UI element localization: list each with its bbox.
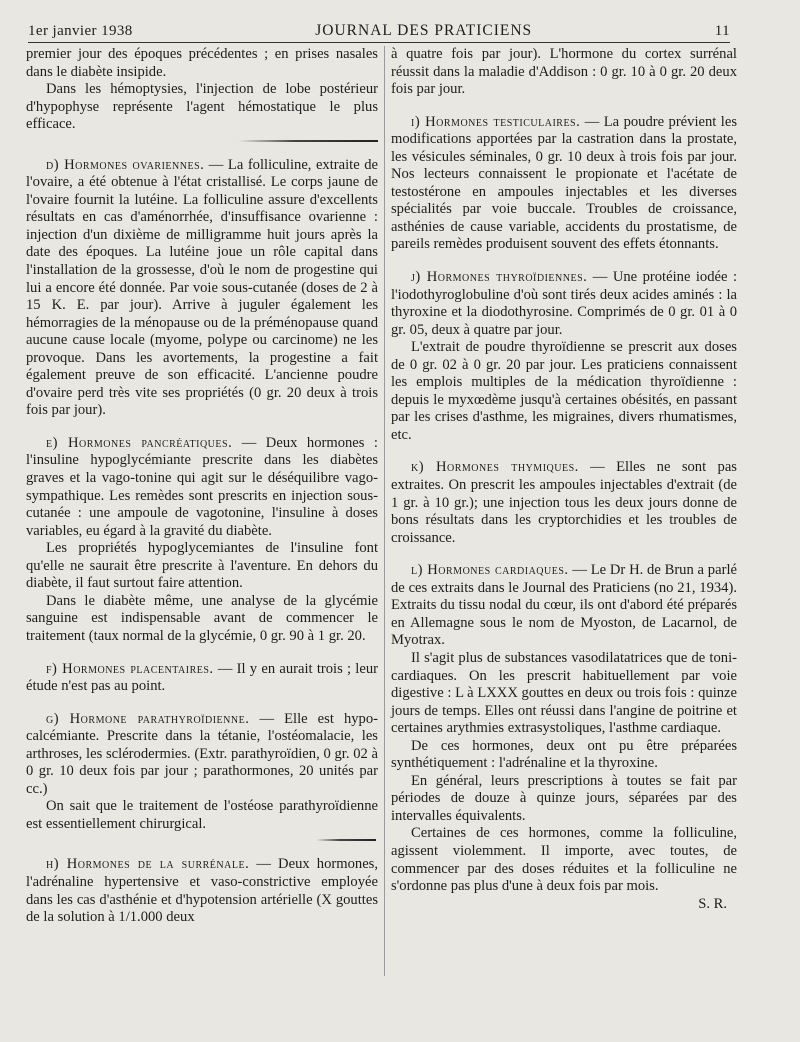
section-h-title: h) Hormones de la surrénale. [46, 856, 250, 873]
header-journal-title: JOURNAL DES PRATICIENS [315, 22, 533, 39]
section-e-paragraph-2: Les propriétés hypoglycemiantes de l'insuline font qu'elle ne saurait être prescrite à l'aventure. En dehors du diabète, il faut surtout faire attention. [26, 540, 378, 592]
header-date: 1er janvier 1938 [28, 23, 133, 39]
section-l-title: l) Hormones cardiaques. [411, 562, 569, 579]
section-i [391, 114, 737, 254]
section-l-paragraph-5: Certaines de ces hormones, comme la folliculine, agissent violemment. Il importe, avec toutes, de commencer par des doses réduites et la folliculine ne s'ordonne pas plus d'une à deux fois par mois. [391, 825, 737, 895]
section-e-paragraph-3: Dans le diabète même, une analyse de la glycémie sanguine est indispensable avant de commencer le traitement (taux normal de la glycémie, 0 gr. 90 à 1 gr. 20. [26, 592, 378, 644]
right-column [391, 46, 737, 913]
section-e-body: — Deux hormones : l'insuline hypoglycémiante prescrite dans les diabètes graves et la vago-tonine qui agit sur le déséquilibre vago-sympathique. Les remèdes sont prescrits en injection sous-cutanée : une ampoule de vagotonine, l'insuline à doses variables, eu égard à la gravité du diabète. [26, 434, 378, 539]
section-separator-short [316, 839, 376, 841]
section-g-paragraph-2: On sait que le traitement de l'ostéose parathyroïdienne est essentiellement chirurgical. [26, 798, 378, 832]
section-h [26, 856, 378, 926]
section-k [391, 459, 737, 547]
continuation-paragraph: à quatre fois par jour). L'hormone du cortex surrénal réussit dans la maladie d'Addison : 0 gr. 10 à 0 gr. 20 deux fois par jour. [391, 46, 737, 98]
intro-paragraph-1: premier jour des époques précédentes ; en prises nasales dans le diabète insipide. [26, 46, 378, 80]
author-signature: S. R. [698, 895, 727, 912]
section-j [391, 269, 737, 339]
section-j-paragraph-2: L'extrait de poudre thyroïdienne se prescrit aux doses de 0 gr. 02 à 0 gr. 20 par jour. Les praticiens connaissent les emplois multiples de la médication thyroïdienne : depuis le myxœdème jusqu'à certaines obésités, en passant par les crises d'asthme, les migraines, divers rhumatismes, etc. [391, 339, 737, 443]
section-d-body: — La folliculine, extraite de l'ovaire, a été obtenue à l'état cristallisé. Le corps jaune de l'ovaire fournit la lutéine. La folliculine assure d'excellents résultats en cas d'aménorrhée, d'insuffisance ovarienne : injection d'un dixième de milligramme huit jours après la date des époques. La lutéine joue un rôle capital dans l'installation de la grossesse, d'où le nom de progestine qui lui a encore été donnée. Par voie sous-cutanée (doses de 2 à 15 K. E. par jour). Arrive à juguler également les hémorragies de la ménopause ou de la préménopause quand aucune cause locale (myome, polype ou carcinome) ne les provoque. Dans les avortements, la progestine a fait également preuve de son efficacité. L'ancienne poudre d'ovaire perd très vite ses propriétés (0 gr. 20 deux à trois fois par jour). [26, 156, 378, 419]
section-d-title: d) Hormones ovariennes. [46, 156, 205, 173]
section-h-body: — Deux hormones, l'adrénaline hypertensive et vaso-constrictive employée dans les cas d'asthénie et d'hypotension artérielle (X gouttes de la solution à 1/1.000 deux [26, 856, 378, 926]
section-g-body: — Elle est hypo-calcémiante. Prescrite dans la tétanie, l'ostéomalacie, les arthroses, les sclérodermies. (Extr. parathyroïdien, 0 gr. 02 à 0 gr. 10 deux fois par jour ; parathormones, 20 unités par cc.) [26, 710, 378, 797]
section-g-title: g) Hormone parathyroïdienne. [46, 710, 250, 727]
section-l [391, 562, 737, 650]
section-g [26, 711, 378, 799]
section-j-title: j) Hormones thyroïdiennes. [411, 269, 588, 286]
section-d [26, 157, 378, 420]
column-divider [384, 46, 385, 976]
section-i-body: — La poudre prévient les modifications apportées par la castration dans la prostate, les vésicules séminales, 0 gr. 10 deux à trois fois par jour. Nos lecteurs connaissent le propionate et l'acétate de testostérone en ampoules injectables et les diverses spécialités par voie buccale. Troubles de croissance, asthénies de cause variable, accidents du prostatisme, de pareils remèdes produisent souvent des effets étonnants. [391, 113, 737, 253]
section-k-body: — Elles ne sont pas extraites. On prescrit les ampoules injectables d'extrait (de 1 gr. à 10 gr.); une injection tous les deux jours donne de bons résultats dans les cryptorchidies et les troubles de croissance. [391, 459, 737, 546]
section-f [26, 661, 378, 696]
section-f-title: f) Hormones placentaires. [46, 660, 214, 677]
section-l-paragraph-2: Il s'agit plus de substances vasodilatatrices que de toni-cardiaques. On les prescrit habituellement par voie digestive : L à LXXX gouttes en deux ou trois fois : quinze jours de temps. Elles ont réussi dans l'angine de poitrine et certaines arythmies extrasystoliques, l'asthme cardiaque. [391, 649, 737, 737]
header-page-number: 11 [714, 23, 730, 39]
running-header [28, 14, 730, 43]
section-l-body: — Le Dr H. de Brun a parlé de ces extraits dans le Journal des Praticiens (no 21, 1934). Extraits du tissu nodal du cœur, ils ont d'abord été préparés en Allemagne sous le nom de Myoston, de Lacarnol, de Myotrax. [391, 562, 737, 649]
left-column [26, 46, 378, 927]
section-f-body: — Il y en aurait trois ; leur étude n'est pas au point. [26, 660, 378, 695]
section-l-paragraph-3: De ces hormones, deux ont pu être préparées synthétiquement : l'adrénaline et la thyroxine. [391, 737, 737, 772]
section-e [26, 435, 378, 540]
section-l-paragraph-4: En général, leurs prescriptions à toutes se fait par périodes de douze à quinze jours, séparées par des intervalles équivalents. [391, 772, 737, 824]
intro-paragraph-2: Dans les hémoptysies, l'injection de lobe postérieur d'hypophyse représente l'agent hémostatique le plus efficace. [26, 81, 378, 133]
section-j-body: — Une protéine iodée : l'iodothyroglobuline d'où sont tirés deux acides aminés : la thyroxine et la diodothyrosine. Comprimés de 0 gr. 01 à 0 gr. 05, deux à quatre par jour. [391, 269, 737, 338]
section-e-title: e) Hormones pancréatiques. [46, 434, 233, 451]
section-k-title: k) Hormones thymiques. [411, 459, 579, 476]
section-separator [238, 140, 378, 142]
section-i-title: i) Hormones testiculaires. [411, 113, 581, 130]
